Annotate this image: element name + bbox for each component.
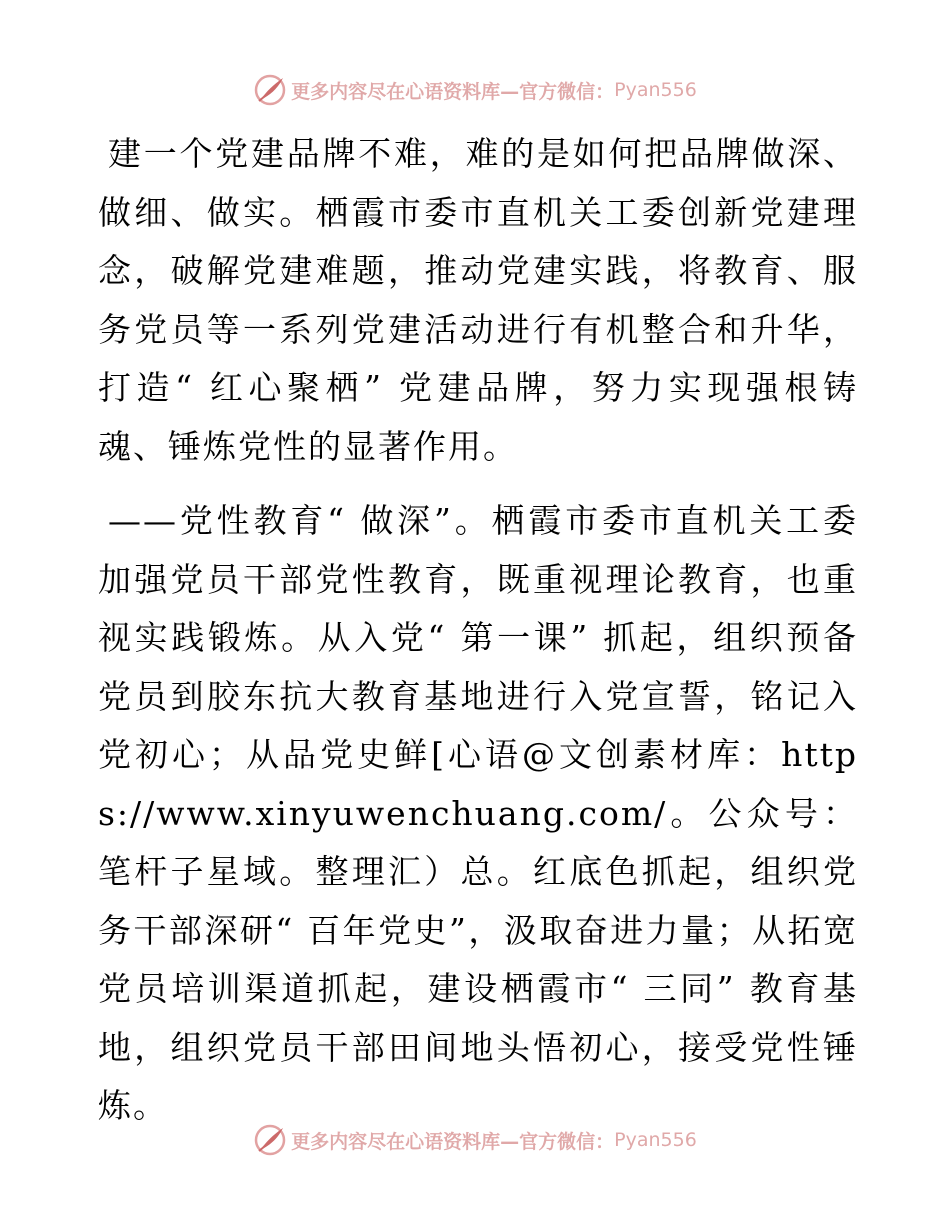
header-watermark-text: 更多内容尽在心语资料库—官方微信： [291,80,615,103]
header-wechat-id: Pyan556 [614,79,697,101]
footer-watermark-text: 更多内容尽在心语资料库—官方微信： [291,1130,615,1153]
document-body [98,125,858,1136]
footer-watermark [0,1120,950,1160]
quill-pen-logo-icon [253,1123,287,1157]
paragraph-1: 建一个党建品牌不难，难的是如何把品牌做深、做细、做实。栖霞市委市直机关工委创新党建理念，破解党建难题，推动党建实践，将教育、服务党员等一系列党建活动进行有机整合和升华，打造“ 红心聚栖” 党建品牌，努力实现强根铸魂、锤炼党性的显著作用。 [98,134,858,466]
header-watermark [0,70,950,110]
footer-wechat-id: Pyan556 [614,1129,697,1151]
quill-pen-logo-icon [253,73,287,107]
paragraph-2: ——党性教育“ 做深”。栖霞市委市直机关工委加强党员干部党性教育，既重视理论教育，也重视实践锻炼。从入党“ 第一课” 抓起，组织预备党员到胶东抗大教育基地进行入党宣誓，铭记入党初心；从品党史鲜[心语@文创素材库：https://www.xinyuwenchuang.com/。公众号：笔杆子星域。整理汇）总。红底色抓起，组织党务干部深研“ 百年党史”，汲取奋进力量；从拓宽党员培训渠道抓起，建设栖霞市“ 三同” 教育基地，组织党员干部田间地头悟初心，接受党性锤炼。 [98,501,858,1125]
